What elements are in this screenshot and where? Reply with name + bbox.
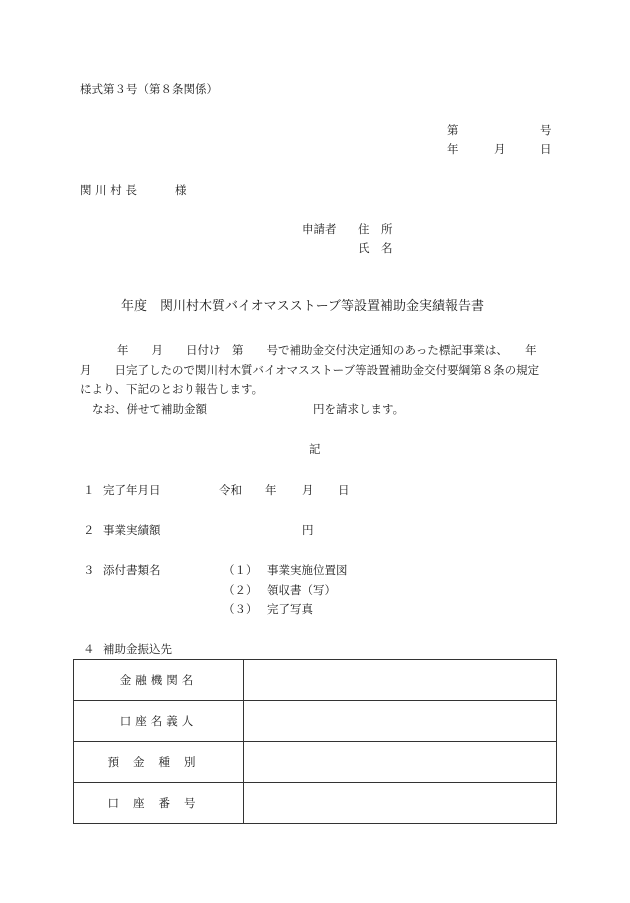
account-holder-field[interactable] <box>244 701 557 742</box>
applicant-address-label: 住 所 <box>358 222 393 236</box>
applicant-label: 申請者 <box>302 222 337 236</box>
applicant-name-label: 氏 名 <box>358 241 393 255</box>
body-line-1: 年 月 日付け 第 号で補助金交付決定通知のあった標記事業は、 年 <box>117 343 537 357</box>
addressee-honorific: 様 <box>175 183 187 197</box>
item2-number: ２ <box>83 523 95 537</box>
addressee-name: 関 川 村 長 <box>80 183 137 197</box>
item4-number: ４ <box>83 642 95 656</box>
table-row <box>74 783 557 824</box>
item3-label: 添付書類名 <box>103 563 161 577</box>
bank-name-field[interactable] <box>244 660 557 701</box>
item1-era: 令和 <box>219 483 242 497</box>
attachment-2-number: （２） <box>223 583 258 597</box>
item1-year: 年 <box>265 483 277 497</box>
deposit-type-label: 預金種別 <box>74 742 244 783</box>
body-line-4-suffix: 円を請求します。 <box>313 402 405 416</box>
item4-label: 補助金振込先 <box>103 642 172 656</box>
attachment-1-number: （１） <box>223 563 258 577</box>
account-number-label: 口座番号 <box>74 783 244 824</box>
body-line-4-prefix: なお、併せて補助金額 <box>92 402 207 416</box>
form-number: 様式第３号（第８条関係） <box>80 82 218 96</box>
ki-heading: 記 <box>309 442 321 456</box>
account-holder-label: 口座名義人 <box>74 701 244 742</box>
item2-unit: 円 <box>302 523 314 537</box>
page-title: 年度 関川村木質バイオマスストーブ等設置補助金実績報告書 <box>121 299 484 314</box>
item1-month: 月 <box>302 483 314 497</box>
doc-no-prefix: 第 <box>447 123 459 137</box>
bank-name-label: 金融機関名 <box>74 660 244 701</box>
table-row <box>74 660 557 701</box>
attachment-1-name: 事業実施位置図 <box>267 563 348 577</box>
item2-label: 事業実績額 <box>103 523 161 537</box>
table-row <box>74 701 557 742</box>
body-line-2: 月 日完了したので関川村木質バイオマスストーブ等設置補助金交付要綱第８条の規定 <box>80 363 540 377</box>
item1-number: １ <box>83 483 95 497</box>
bank-table <box>73 659 557 824</box>
account-number-field[interactable] <box>244 783 557 824</box>
item1-label: 完了年月日 <box>103 483 161 497</box>
date-year: 年 <box>447 142 459 156</box>
item3-number: ３ <box>83 563 95 577</box>
body-line-3: により、下記のとおり報告します。 <box>80 382 264 396</box>
doc-no-suffix: 号 <box>540 123 552 137</box>
attachment-3-name: 完了写真 <box>267 602 313 616</box>
deposit-type-field[interactable] <box>244 742 557 783</box>
attachment-3-number: （３） <box>223 602 258 616</box>
date-month: 月 <box>494 142 506 156</box>
attachment-2-name: 領収書（写） <box>267 583 336 597</box>
item1-day: 日 <box>338 483 350 497</box>
date-day: 日 <box>540 142 552 156</box>
table-row <box>74 742 557 783</box>
